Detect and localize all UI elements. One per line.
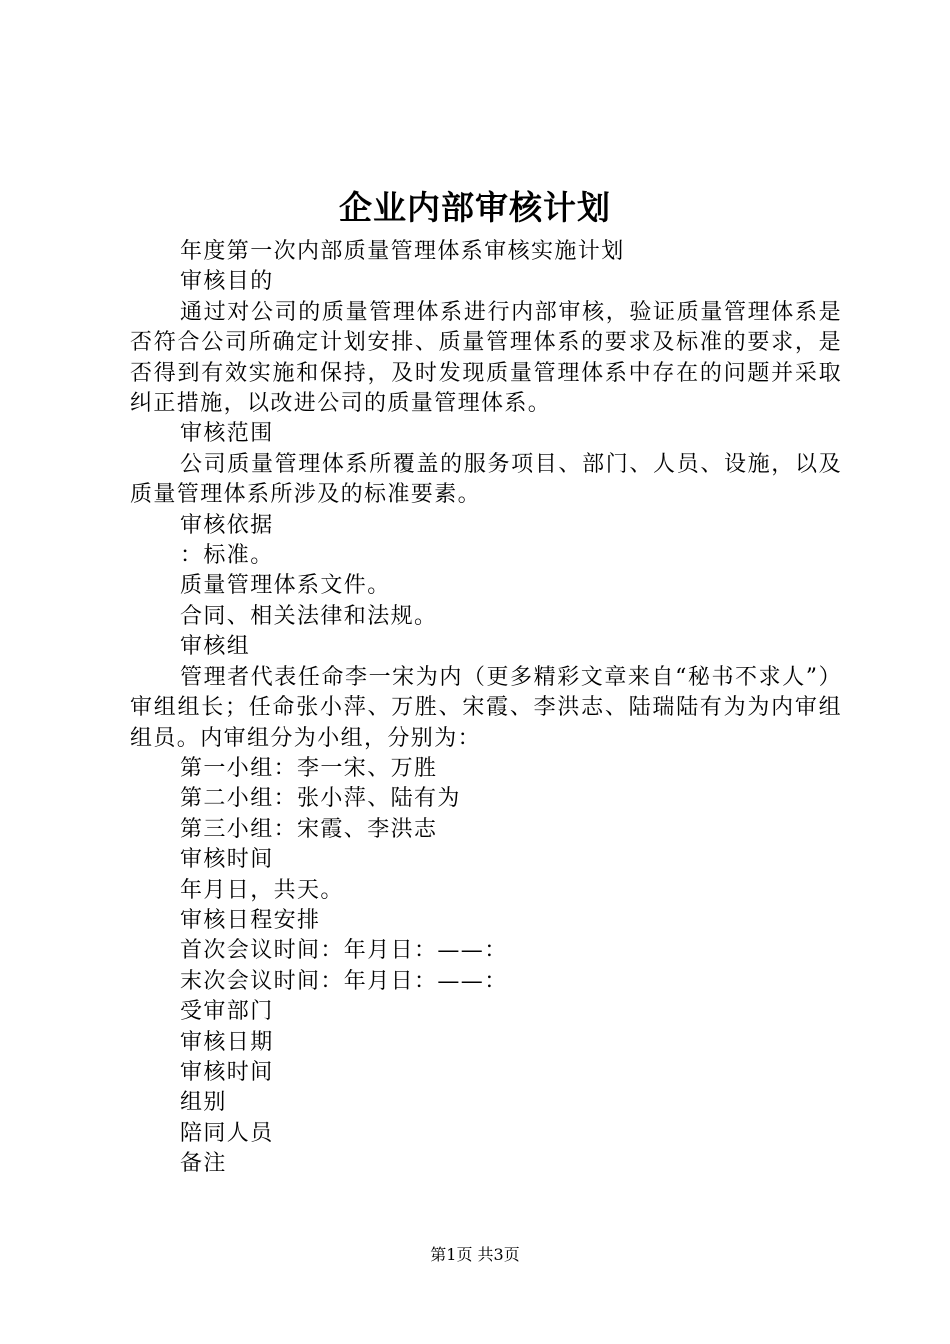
- section-heading-team: 审核组: [180, 634, 251, 660]
- schedule-column-label: 备注: [180, 1151, 227, 1177]
- section-heading-schedule: 审核日程安排: [180, 907, 321, 933]
- plan-heading: 年度第一次内部质量管理体系审核实施计划: [180, 239, 625, 264]
- schedule-column-label: 陪同人员: [180, 1120, 274, 1146]
- basis-item: ：标准。: [180, 543, 274, 569]
- schedule-column-label: 审核时间: [180, 1059, 274, 1085]
- time-paragraph: 年月日，共天。: [180, 877, 344, 903]
- basis-item: 合同、相关法律和法规。: [180, 603, 438, 629]
- section-heading-scope: 审核范围: [180, 421, 274, 447]
- basis-item: 质量管理体系文件。: [180, 573, 391, 599]
- section-heading-purpose: 审核目的: [180, 269, 274, 295]
- document-title: 企业内部审核计划: [339, 188, 611, 227]
- schedule-item: 末次会议时间：年月日：——：: [180, 968, 508, 994]
- team-group: 第二小组：张小萍、陆有为: [180, 786, 461, 812]
- team-group: 第一小组：李一宋、万胜: [180, 755, 438, 781]
- section-heading-basis: 审核依据: [180, 512, 274, 538]
- schedule-column-label: 组别: [180, 1090, 227, 1116]
- schedule-column-label: 受审部门: [180, 999, 274, 1025]
- section-heading-time: 审核时间: [180, 847, 274, 873]
- document-body: [130, 237, 842, 1180]
- page-footer: 第1页 共3页: [430, 1245, 520, 1264]
- team-paragraph: 管理者代表任命李一宋为内（更多精彩文章来自“秘书不求人”）审组组长；任命张小萍、万胜、宋霞、李洪志、陆瑞陆有为为内审组组员。内审组分为小组，分别为：: [130, 664, 842, 751]
- scope-paragraph: 公司质量管理体系所覆盖的服务项目、部门、人员、设施，以及质量管理体系所涉及的标准要素。: [130, 451, 842, 508]
- purpose-paragraph: 通过对公司的质量管理体系进行内部审核，验证质量管理体系是否符合公司所确定计划安排、质量管理体系的要求及标准的要求，是否得到有效实施和保持，及时发现质量管理体系中存在的问题并采取纠正措施，以改进公司的质量管理体系。: [130, 299, 842, 417]
- schedule-item: 首次会议时间：年月日：——：: [180, 938, 508, 964]
- schedule-column-label: 审核日期: [180, 1029, 274, 1055]
- team-group: 第三小组：宋霞、李洪志: [180, 816, 438, 842]
